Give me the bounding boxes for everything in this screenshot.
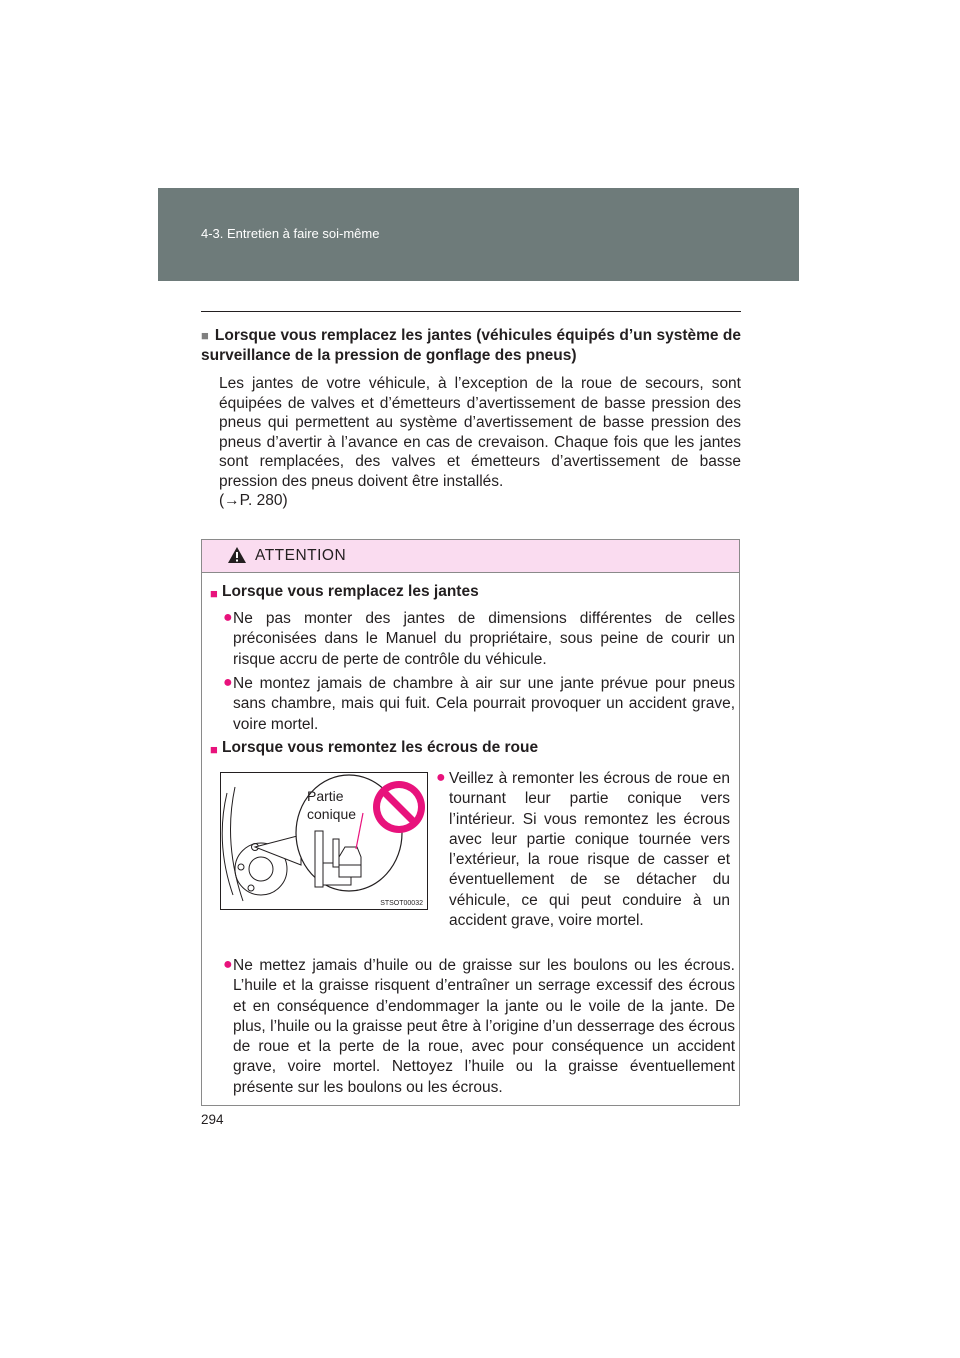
- page-reference: (→P. 280): [219, 492, 288, 509]
- square-bullet-icon: ■: [201, 328, 209, 343]
- warning-icon: [227, 546, 247, 564]
- caution-item-1: Ne pas monter des jantes de dimensions différentes de celles préconisées dans le Manuel du propriétaire, sous peine de courir un risque accru de perte de contrôle du véhicule.: [233, 610, 735, 668]
- page-number: 294: [201, 1112, 224, 1127]
- caution-item-4: Ne mettez jamais d’huile ou de graisse sur les boulons ou les écrous. L’huile et la graisse risquent d’entraîner un serrage excessif des écrous et en conséquence d’endommager la jante ou le voile de la jante. De plus, l’huile ou la graisse peut être à l’origine d’un desserrage des écrous de roue et la perte de la roue, avec pour conséquence un accident grave, voire mortel. Nettoyez l’huile ou la graisse éventuellement présente sur les boulons ou les écrous.: [233, 957, 735, 1096]
- figure-label: [307, 787, 356, 823]
- caution-header: [202, 540, 739, 573]
- section-title-text: Lorsque vous remplacez les jantes (véhicules équipés d’un système de surveillance de la pression de gonflage des pneus): [201, 327, 741, 364]
- square-bullet-icon: ■: [210, 742, 218, 757]
- figure-label-line2: conique: [307, 806, 357, 822]
- bullet-dot-icon: ●: [223, 674, 233, 691]
- section-title: [201, 326, 741, 366]
- section-header: 4-3. Entretien à faire soi-même: [201, 226, 380, 241]
- figure-code: STSOT00032: [380, 900, 423, 907]
- caution-heading-1: Lorsque vous remplacez les jantes: [222, 583, 479, 600]
- divider: [201, 311, 741, 312]
- caution-item-2: Ne montez jamais de chambre à air sur une jante prévue pour pneus sans chambre, mais qui fuit. Cela pourrait provoquer un accident grave, voire mortel.: [233, 675, 735, 733]
- square-bullet-icon: ■: [210, 586, 218, 601]
- bullet-dot-icon: ●: [223, 609, 233, 626]
- bullet-dot-icon: ●: [223, 956, 233, 973]
- wheel-nut-figure: [220, 772, 428, 910]
- section-body: Les jantes de votre véhicule, à l’exception de la roue de secours, sont équipées de valves et d’émetteurs d’avertissement de basse pression des pneus qui permettent au système d’avertissement de basse pression des pneus d’avertir à l’avance en cas de crevaison. Chaque fois que les jantes sont remplacées, des valves et émetteurs d’avertissement de basse pression des pneus doivent être installés.: [219, 375, 741, 490]
- caution-item-3: Veillez à remonter les écrous de roue en tournant leur partie conique vers l’intérieur. Si vous remontez les écrous avec leur partie conique tournée vers l’extérieur, la roue risque de casser et éventuellement de se détacher du véhicule, ce qui peut conduire à un accident grave, voire mortel.: [449, 770, 730, 930]
- caution-heading-2: Lorsque vous remontez les écrous de roue: [222, 739, 539, 756]
- caution-title: ATTENTION: [255, 547, 347, 564]
- bullet-dot-icon: ●: [436, 769, 446, 786]
- figure-label-line1: Partie: [307, 788, 344, 804]
